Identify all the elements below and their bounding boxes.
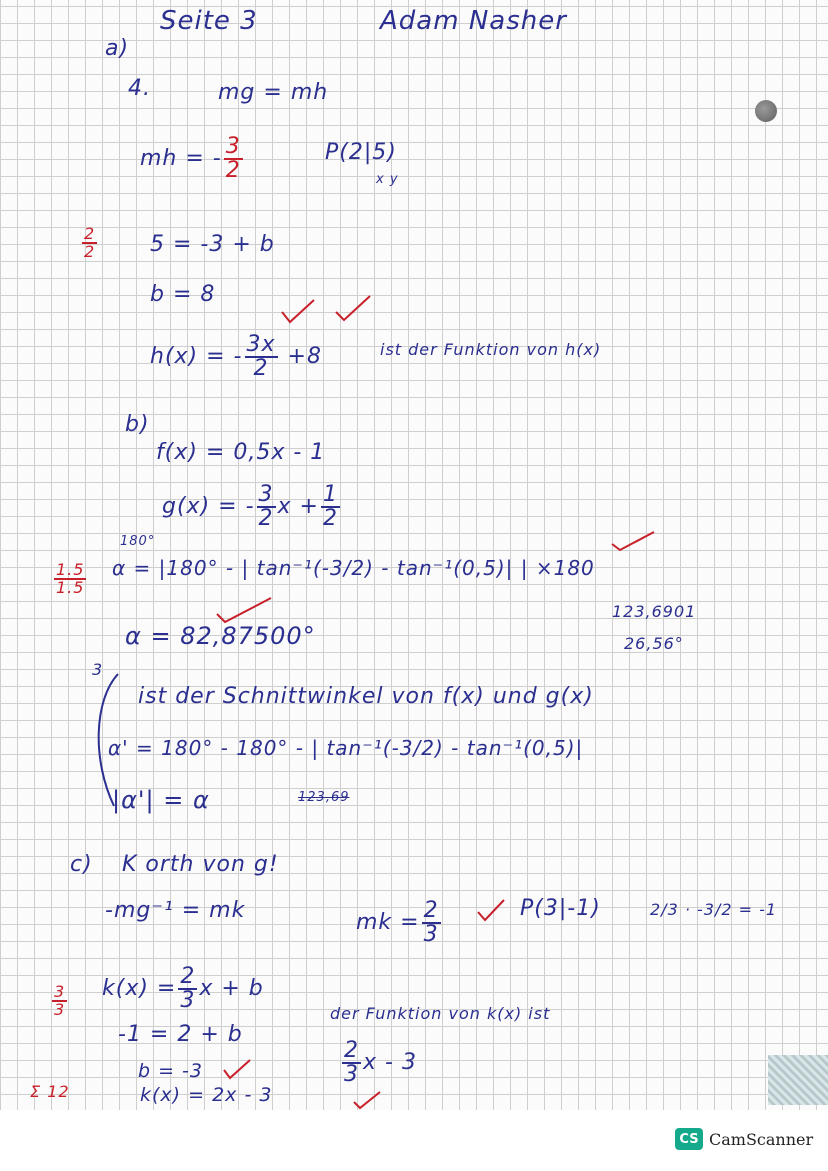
camscanner-logo: CS: [675, 1128, 703, 1150]
b-alpha-4: |α'| = α: [112, 786, 210, 814]
b-small-180: 180°: [120, 534, 156, 549]
c-mk: mk = $\frac{2}{3}$: [356, 898, 439, 947]
check-marks-a: [280, 290, 390, 330]
c-result: $\frac{2}{3}$ x - 3: [344, 1038, 417, 1087]
a-line-2: mh = - $\frac{3}{2}$: [140, 134, 241, 183]
b-crossed-number: 123,69: [298, 790, 350, 805]
a-point: P(2|5): [325, 140, 397, 165]
b-number-1: 123,6901: [612, 602, 697, 621]
c-line-2: -mg⁻¹ = mk: [105, 898, 246, 923]
check-mark-c1: [476, 896, 506, 926]
c-k1: k(x) = $\frac{2}{3}$ x + b: [102, 964, 264, 1013]
a-line-1: mg = mh: [218, 80, 329, 105]
b-text-1: ist der Schnittwinkel von f(x) und g(x): [138, 684, 594, 709]
check-mark-c3: [352, 1090, 382, 1110]
student-name: Adam Nasher: [380, 6, 567, 36]
camscanner-watermark: [675, 1128, 813, 1150]
a-point-xy: x y: [376, 172, 399, 187]
total-score: Σ 12: [30, 1082, 70, 1101]
check-mark-b1: [610, 528, 660, 554]
b-alpha-1: α = |180° - | tan⁻¹(-3/2) - tan⁻¹(0,5)| | ×180: [112, 556, 595, 580]
task-number: 4.: [128, 76, 151, 101]
c-point: P(3|-1): [520, 896, 601, 921]
b-g: g(x) = - $\frac{3}{2}$ x + $\frac{1}{2}$: [162, 482, 338, 531]
c-text: der Funktion von k(x) ist: [330, 1004, 551, 1023]
a-line-4: b = 8: [150, 282, 216, 307]
c-calc: 2/3 · -3/2 = -1: [650, 900, 778, 919]
a-line-5: h(x) = - $\frac{3x}{2}$ +8: [150, 332, 322, 381]
check-mark-c2: [222, 1058, 252, 1082]
c-k4: k(x) = 2x - 3: [140, 1084, 273, 1106]
punch-hole: [755, 100, 777, 122]
a-line-5-text: ist der Funktion von h(x): [380, 340, 602, 359]
score-b: $\frac{1.5}{1.5}$: [56, 560, 85, 597]
b-number-2: 26,56°: [624, 634, 684, 653]
part-b-label: b): [125, 412, 150, 437]
scan-edge: [768, 1055, 828, 1105]
c-k3: b = -3: [138, 1060, 204, 1082]
b-f: f(x) = 0,5x - 1: [156, 440, 326, 465]
c-line-1: K orth von g!: [122, 852, 279, 877]
camscanner-brand: CamScanner: [709, 1129, 814, 1149]
part-a-label: a): [105, 36, 130, 61]
a-line-3: 5 = -3 + b: [150, 232, 275, 257]
b-alpha-2: α = 82,87500°: [125, 622, 316, 650]
score-a: $\frac{2}{2}$: [84, 224, 96, 261]
score-c: $\frac{3}{3}$: [54, 982, 66, 1019]
b-alpha-3: α' = 180° - 180° - | tan⁻¹(-3/2) - tan⁻¹(0,5)|: [108, 736, 584, 760]
b-margin-number: 3: [92, 660, 104, 679]
part-c-label: c): [70, 852, 93, 877]
c-k2: -1 = 2 + b: [118, 1022, 243, 1047]
page-number: Seite 3: [160, 6, 258, 36]
